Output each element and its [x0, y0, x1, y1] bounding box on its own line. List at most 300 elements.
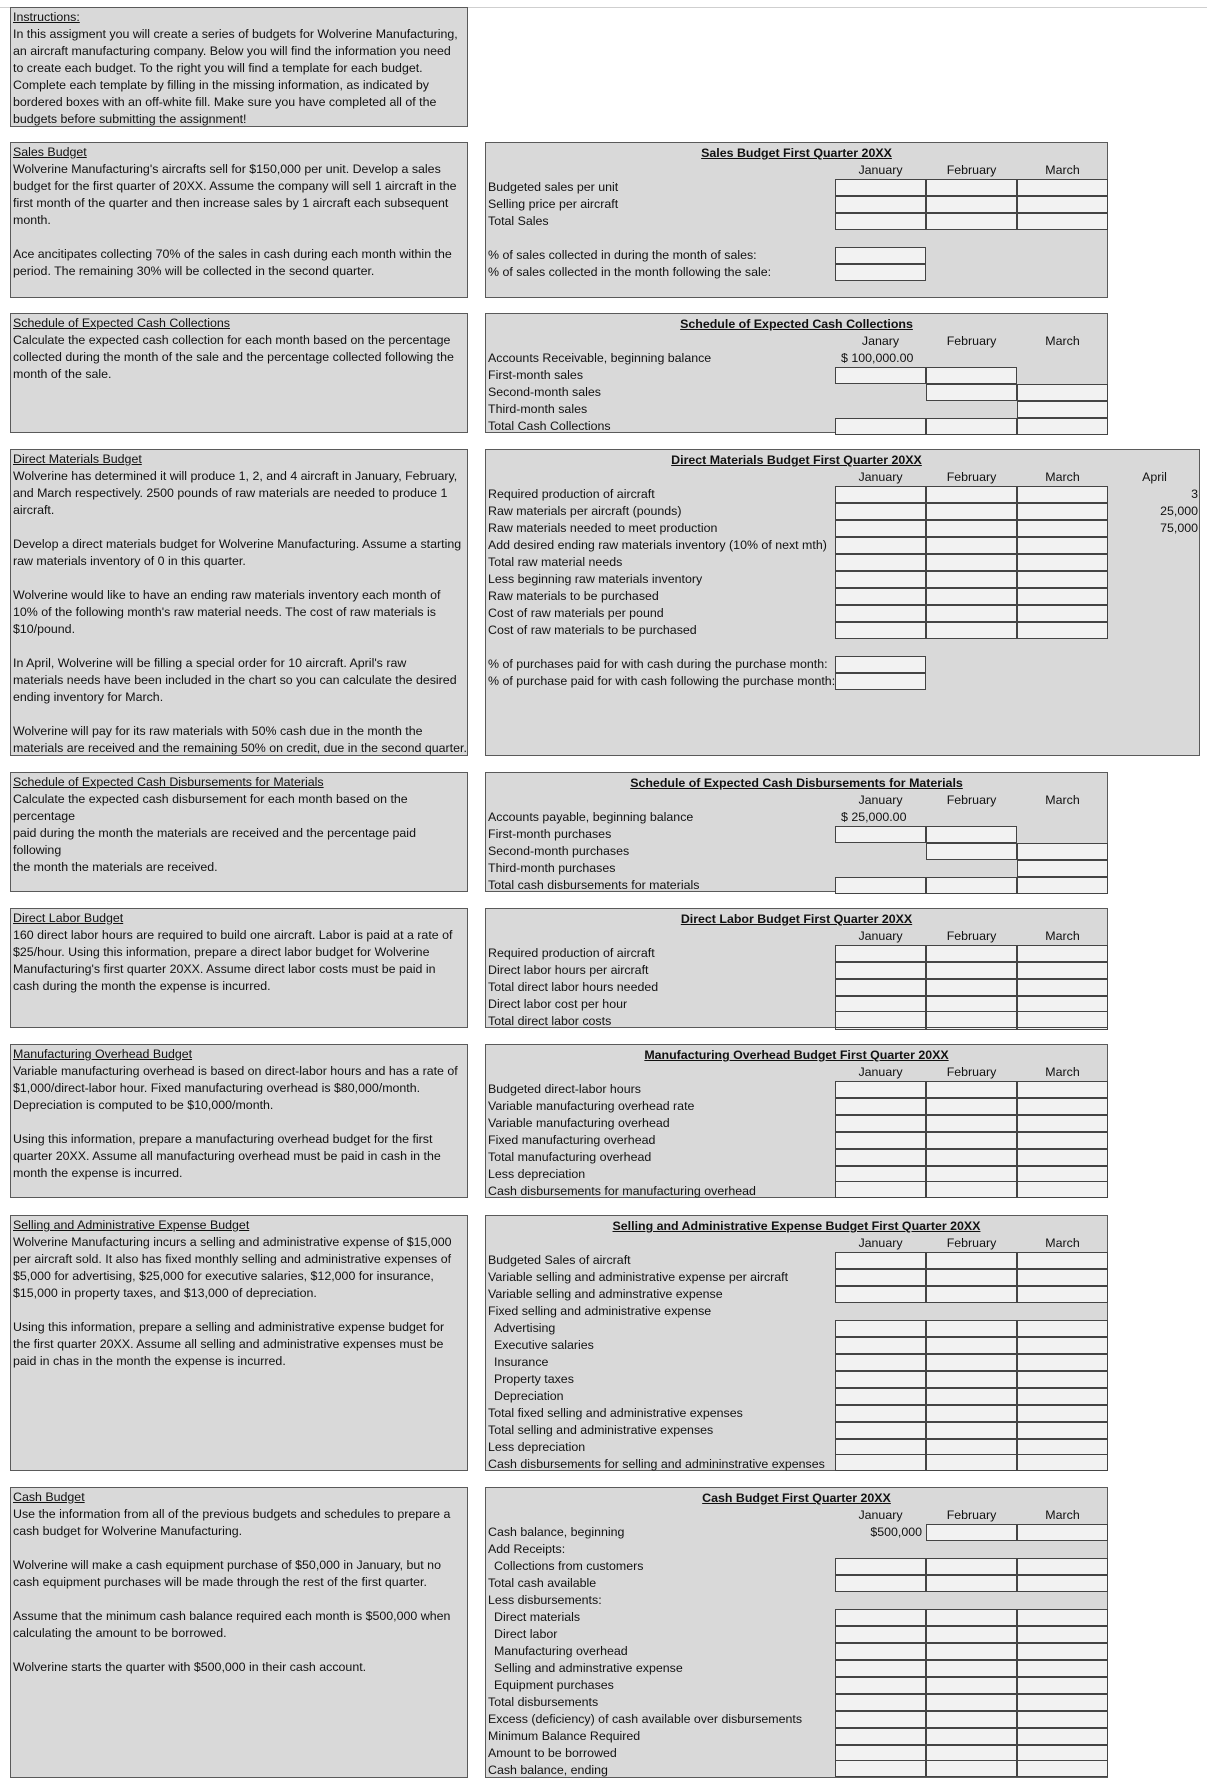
input-cell[interactable] [926, 1132, 1017, 1149]
input-cell[interactable] [835, 1677, 926, 1694]
input-cell[interactable] [926, 1098, 1017, 1115]
input-cell[interactable] [926, 1694, 1017, 1711]
sga-template [485, 1215, 1108, 1471]
disbursements-title: Schedule of Expected Cash Disbursements for Materials [630, 776, 963, 790]
input-cell[interactable] [835, 1454, 926, 1471]
input-cell[interactable] [1017, 1320, 1108, 1337]
input-cell[interactable] [1017, 1181, 1108, 1198]
input-cell[interactable] [926, 537, 1017, 554]
cash-instructions [10, 1487, 468, 1778]
input-cell[interactable] [1017, 1252, 1108, 1269]
input-cell[interactable] [835, 1405, 926, 1422]
text-line: materials are received and the remaining 50% on credit, due in the second quarter. [13, 741, 467, 755]
input-cell[interactable] [835, 1269, 926, 1286]
month-header: March [1045, 334, 1080, 348]
input-cell[interactable] [835, 1011, 926, 1028]
text-line: $5,000 for advertising, $25,000 for executive salaries, $12,000 for insurance, [13, 1269, 434, 1283]
input-cell[interactable] [835, 1711, 926, 1728]
input-cell[interactable] [1017, 1388, 1108, 1405]
materials-title: Direct Materials Budget First Quarter 20XX [671, 453, 922, 467]
input-cell[interactable] [835, 1354, 926, 1371]
input-cell[interactable] [1017, 554, 1108, 571]
input-cell[interactable] [835, 418, 926, 435]
row-label: Property taxes [494, 1372, 574, 1386]
text-line: 160 direct labor hours are required to build one aircraft. Labor is paid at a rate of [13, 928, 453, 942]
text-line: month the expense is incurred. [13, 1166, 183, 1180]
input-cell[interactable] [835, 367, 926, 384]
labor-template [485, 908, 1108, 1028]
input-cell[interactable] [926, 962, 1017, 979]
overhead-instructions-header: Manufacturing Overhead Budget [13, 1047, 193, 1061]
text-line: and March respectively. 2500 pounds of raw materials are needed to produce 1 [13, 486, 448, 500]
input-cell[interactable] [1017, 1269, 1108, 1286]
input-cell[interactable] [1017, 1422, 1108, 1439]
row-label: Add Receipts: [488, 1542, 566, 1556]
text-line: Wolverine will make a cash equipment purchase of $50,000 in January, but no [13, 1558, 441, 1572]
materials-instructions-header: Direct Materials Budget [13, 452, 142, 466]
text-line: In April, Wolverine will be filling a special order for 10 aircraft. April's raw [13, 656, 407, 670]
month-header: March [1045, 163, 1080, 177]
text-line: month. [13, 213, 51, 227]
input-cell[interactable] [926, 1371, 1017, 1388]
row-label: Budgeted direct-labor hours [488, 1082, 641, 1096]
input-cell[interactable] [835, 1694, 926, 1711]
input-cell[interactable] [835, 1575, 926, 1592]
input-cell[interactable] [835, 1098, 926, 1115]
input-cell[interactable] [835, 622, 926, 639]
input-cell[interactable] [835, 1181, 926, 1198]
month-header: April [1142, 470, 1167, 484]
input-cell[interactable] [835, 1388, 926, 1405]
input-cell[interactable] [1017, 1524, 1108, 1541]
input-cell[interactable] [1017, 1660, 1108, 1677]
row-label: Manufacturing overhead [494, 1644, 628, 1658]
cash-instructions-header: Cash Budget [13, 1490, 85, 1504]
overhead-title: Manufacturing Overhead Budget First Quarter 20XX [644, 1048, 949, 1062]
text-line: $15,000 in property taxes, and $13,000 of depreciation. [13, 1286, 317, 1300]
row-label: Budgeted sales per unit [488, 180, 619, 194]
beginning-cash-value: $500,000 [870, 1525, 922, 1539]
beginning-ar-value: $ 100,000.00 [841, 351, 914, 365]
input-cell[interactable] [835, 962, 926, 979]
input-cell[interactable] [835, 1558, 926, 1575]
input-cell[interactable] [1017, 1575, 1108, 1592]
row-label: Variable manufacturing overhead [488, 1116, 670, 1130]
input-cell[interactable] [835, 520, 926, 537]
input-cell[interactable] [1017, 537, 1108, 554]
text-line: Ace ancitipates collecting 70% of the sales in cash during each month within the [13, 247, 452, 261]
input-cell[interactable] [926, 1609, 1017, 1626]
month-header: January [858, 163, 903, 177]
input-cell[interactable] [835, 588, 926, 605]
collections-template [485, 313, 1108, 433]
input-cell[interactable] [835, 486, 926, 503]
row-label: Accounts Receivable, beginning balance [488, 351, 712, 365]
text-line: $1,000/direct-labor hour. Fixed manufacturing overhead is $80,000/month. [13, 1081, 421, 1095]
text-line: ending inventory for March. [13, 690, 164, 704]
row-label: Budgeted Sales of aircraft [488, 1253, 631, 1267]
text-line: per aircraft sold. It also has fixed monthly selling and administrative expenses of [13, 1252, 452, 1266]
input-cell[interactable] [1017, 622, 1108, 639]
input-cell[interactable] [926, 1252, 1017, 1269]
input-cell[interactable] [835, 1422, 926, 1439]
row-label: Required production of aircraft [488, 946, 655, 960]
input-cell[interactable] [926, 213, 1017, 230]
input-cell[interactable] [926, 1286, 1017, 1303]
input-cell[interactable] [926, 1660, 1017, 1677]
row-label: Total raw material needs [488, 555, 623, 569]
input-cell[interactable] [926, 179, 1017, 196]
input-cell[interactable] [926, 1405, 1017, 1422]
row-label: Cash disbursements for manufacturing overhead [488, 1184, 756, 1198]
row-label: Total manufacturing overhead [488, 1150, 652, 1164]
month-header: February [946, 1508, 997, 1522]
row-label: Total Sales [488, 214, 549, 228]
row-label: Total disbursements [488, 1695, 599, 1709]
input-cell[interactable] [1017, 1354, 1108, 1371]
input-cell[interactable] [835, 1320, 926, 1337]
input-cell[interactable] [926, 1558, 1017, 1575]
text-line: $10/pound. [13, 622, 76, 636]
input-cell[interactable] [926, 571, 1017, 588]
input-cell[interactable] [1017, 213, 1108, 230]
input-cell[interactable] [835, 1252, 926, 1269]
row-label: Direct labor [494, 1627, 558, 1641]
input-cell[interactable] [1017, 1081, 1108, 1098]
text-line: collected during the month of the sale and the percentage collected following the [13, 350, 454, 364]
input-cell[interactable] [1017, 979, 1108, 996]
row-label: Total direct labor costs [488, 1014, 612, 1028]
row-label: Insurance [494, 1355, 549, 1369]
month-header: February [946, 470, 997, 484]
text-line: Manufacturing's first quarter 20XX. Assume direct labor costs must be paid in [13, 962, 436, 976]
month-header: January [858, 929, 903, 943]
row-label: Selling price per aircraft [488, 197, 619, 211]
input-cell[interactable] [835, 264, 926, 281]
row-label: Raw materials to be purchased [488, 589, 659, 603]
input-cell[interactable] [1017, 962, 1108, 979]
input-cell[interactable] [835, 1660, 926, 1677]
instructions-line: to create each budget. To the right you will find a template for each budget. [13, 61, 423, 75]
input-cell[interactable] [1017, 418, 1108, 435]
input-cell[interactable] [835, 826, 926, 843]
text-line: cash budget for Wolverine Manufacturing. [13, 1524, 243, 1538]
row-label: Fixed manufacturing overhead [488, 1133, 656, 1147]
input-cell[interactable] [835, 1626, 926, 1643]
month-header: January [858, 470, 903, 484]
april-value: 3 [1191, 487, 1198, 501]
row-label: Total cash disbursements for materials [488, 878, 700, 892]
input-cell[interactable] [926, 1422, 1017, 1439]
text-line: Using this information, prepare a selling and administrative expense budget for [13, 1320, 445, 1334]
input-cell[interactable] [926, 877, 1017, 894]
input-cell[interactable] [926, 1081, 1017, 1098]
row-label: Direct materials [494, 1610, 581, 1624]
input-cell[interactable] [835, 1132, 926, 1149]
input-cell[interactable] [835, 196, 926, 213]
month-header: February [946, 1065, 997, 1079]
disbursements-template [485, 772, 1108, 892]
input-cell[interactable] [835, 503, 926, 520]
month-header: January [858, 1236, 903, 1250]
row-label: First-month sales [488, 368, 584, 382]
instructions-header: Instructions: [13, 10, 80, 24]
input-cell[interactable] [926, 384, 1017, 401]
input-cell[interactable] [1017, 503, 1108, 520]
input-cell[interactable] [835, 979, 926, 996]
input-cell[interactable] [926, 196, 1017, 213]
text-line: the month the materials are received. [13, 860, 218, 874]
input-cell[interactable] [926, 622, 1017, 639]
month-header: February [946, 1236, 997, 1250]
input-cell[interactable] [1017, 1115, 1108, 1132]
beginning-ap-value: $ 25,000.00 [841, 810, 907, 824]
input-cell[interactable] [1017, 384, 1108, 401]
labor-title: Direct Labor Budget First Quarter 20XX [680, 912, 913, 926]
text-line: period. The remaining 30% will be collected in the second quarter. [13, 264, 375, 278]
input-cell[interactable] [1017, 179, 1108, 196]
sales-instructions-header: Sales Budget [13, 145, 87, 159]
text-line: Wolverine has determined it will produce 1, 2, and 4 aircraft in January, February, [13, 469, 458, 483]
row-label: Second-month purchases [488, 844, 630, 858]
row-label: Depreciation [494, 1389, 564, 1403]
row-label: Collections from customers [494, 1559, 644, 1573]
instructions-line: bordered boxes with an off-white fill. Make sure you have completed all of the [13, 95, 437, 109]
input-cell[interactable] [1017, 1694, 1108, 1711]
input-cell[interactable] [835, 605, 926, 622]
disbursements-instructions-header: Schedule of Expected Cash Disbursements for Materials [13, 775, 324, 789]
row-label: Second-month sales [488, 385, 601, 399]
input-cell[interactable] [926, 1337, 1017, 1354]
row-label: Third-month purchases [488, 861, 616, 875]
input-cell[interactable] [926, 1388, 1017, 1405]
text-line: Wolverine would like to have an ending raw materials inventory each month of [13, 588, 441, 602]
disbursements-instructions [10, 772, 468, 892]
input-cell[interactable] [835, 1115, 926, 1132]
input-cell[interactable] [926, 1269, 1017, 1286]
text-line: cash equipment purchases will be made through the rest of the first quarter. [13, 1575, 427, 1589]
row-label: Raw materials needed to meet production [488, 521, 718, 535]
text-line: Wolverine starts the quarter with $500,000 in their cash account. [13, 1660, 367, 1674]
row-label: First-month purchases [488, 827, 612, 841]
input-cell[interactable] [926, 554, 1017, 571]
input-cell[interactable] [1017, 1286, 1108, 1303]
month-header: January [858, 1508, 903, 1522]
input-cell[interactable] [1017, 571, 1108, 588]
input-cell[interactable] [926, 1354, 1017, 1371]
input-cell[interactable] [926, 1728, 1017, 1745]
input-cell[interactable] [1017, 401, 1108, 418]
month-header: Janary [861, 334, 900, 348]
input-cell[interactable] [835, 1728, 926, 1745]
text-line: calculating the amount to be borrowed. [13, 1626, 227, 1640]
input-cell[interactable] [1017, 1454, 1108, 1471]
row-label: Add desired ending raw materials inventory (10% of next mth) [488, 538, 827, 552]
row-label: % of sales collected in during the month of sales: [488, 248, 757, 262]
sga-instructions [10, 1215, 468, 1471]
input-cell[interactable] [926, 1181, 1017, 1198]
input-cell[interactable] [1017, 1149, 1108, 1166]
row-label: Excess (deficiency) of cash available over disbursements [488, 1712, 803, 1726]
input-cell[interactable] [926, 1320, 1017, 1337]
input-cell[interactable] [835, 1286, 926, 1303]
input-cell[interactable] [926, 1677, 1017, 1694]
input-cell[interactable] [926, 1760, 1017, 1777]
cash-title: Cash Budget First Quarter 20XX [702, 1491, 891, 1505]
input-cell[interactable] [835, 554, 926, 571]
row-label: Fixed selling and administrative expense [488, 1304, 712, 1318]
month-header: March [1045, 470, 1080, 484]
input-cell[interactable] [1017, 1011, 1108, 1028]
input-cell[interactable] [1017, 1098, 1108, 1115]
input-cell[interactable] [1017, 860, 1108, 877]
input-cell[interactable] [1017, 1626, 1108, 1643]
collections-instructions [10, 313, 468, 433]
input-cell[interactable] [835, 1337, 926, 1354]
month-header: March [1045, 1236, 1080, 1250]
text-line: Develop a direct materials budget for Wolverine Manufacturing. Assume a starting [13, 537, 462, 551]
input-cell[interactable] [1017, 1405, 1108, 1422]
text-line: Assume that the minimum cash balance required each month is $500,000 when [13, 1609, 451, 1623]
row-label: Less disbursements: [488, 1593, 602, 1607]
row-label: Less beginning raw materials inventory [488, 572, 703, 586]
input-cell[interactable] [926, 520, 1017, 537]
instructions-line: In this assigment you will create a series of budgets for Wolverine Manufacturing, [13, 27, 458, 41]
input-cell[interactable] [926, 1575, 1017, 1592]
text-line: Wolverine Manufacturing's aircrafts sell for $150,000 per unit. Develop a sales [13, 162, 441, 176]
input-cell[interactable] [926, 1524, 1017, 1541]
input-cell[interactable] [926, 418, 1017, 435]
row-label: Total selling and administrative expenses [488, 1423, 714, 1437]
row-label: Less depreciation [488, 1440, 586, 1454]
input-cell[interactable] [926, 979, 1017, 996]
input-cell[interactable] [835, 877, 926, 894]
text-line: Depreciation is computed to be $10,000/month. [13, 1098, 274, 1112]
input-cell[interactable] [835, 1081, 926, 1098]
input-cell[interactable] [835, 571, 926, 588]
text-line: 10% of the following month's raw material needs. The cost of raw materials is [13, 605, 436, 619]
month-header: March [1045, 793, 1080, 807]
input-cell[interactable] [926, 826, 1017, 843]
text-line: first month of the quarter and then increase sales by 1 aircraft each subsequent [13, 196, 449, 210]
input-cell[interactable] [1017, 1609, 1108, 1626]
row-label: % of sales collected in the month following the sale: [488, 265, 772, 279]
input-cell[interactable] [1017, 1711, 1108, 1728]
input-cell[interactable] [1017, 605, 1108, 622]
row-label: Cash disbursements for selling and admininstrative expenses [488, 1457, 825, 1471]
row-label: Variable selling and adminstrative expense [488, 1287, 723, 1301]
text-line: $25/hour. Using this information, prepare a direct labor budget for Wolverine [13, 945, 430, 959]
input-cell[interactable] [1017, 1337, 1108, 1354]
text-line: the first quarter 20XX. Assume all selling and administrative expenses must be [13, 1337, 444, 1351]
input-cell[interactable] [926, 1454, 1017, 1471]
collections-title: Schedule of Expected Cash Collections [680, 317, 913, 331]
row-label: Amount to be borrowed [488, 1746, 617, 1760]
input-cell[interactable] [1017, 1132, 1108, 1149]
row-label: Executive salaries [494, 1338, 594, 1352]
input-cell[interactable] [1017, 520, 1108, 537]
input-cell[interactable] [835, 1760, 926, 1777]
month-header: February [946, 163, 997, 177]
input-cell[interactable] [926, 588, 1017, 605]
month-header: January [858, 1065, 903, 1079]
input-cell[interactable] [1017, 1558, 1108, 1575]
input-cell[interactable] [926, 1626, 1017, 1643]
row-label: Less depreciation [488, 1167, 586, 1181]
input-cell[interactable] [926, 605, 1017, 622]
input-cell[interactable] [926, 1011, 1017, 1028]
text-line: Calculate the expected cash disbursement for each month based on the percentage [13, 792, 408, 823]
input-cell[interactable] [835, 656, 926, 673]
input-cell[interactable] [835, 537, 926, 554]
input-cell[interactable] [926, 945, 1017, 962]
text-line: Use the information from all of the previous budgets and schedules to prepare a [13, 1507, 451, 1521]
cash-template [485, 1487, 1108, 1778]
text-line: Wolverine Manufacturing incurs a selling and administrative expense of $15,000 [13, 1235, 452, 1249]
input-cell[interactable] [926, 486, 1017, 503]
input-cell[interactable] [1017, 196, 1108, 213]
row-label: Required production of aircraft [488, 487, 655, 501]
input-cell[interactable] [1017, 1728, 1108, 1745]
input-cell[interactable] [835, 247, 926, 264]
row-label: Total fixed selling and administrative expenses [488, 1406, 743, 1420]
input-cell[interactable] [926, 367, 1017, 384]
input-cell[interactable] [1017, 1371, 1108, 1388]
input-cell[interactable] [835, 1149, 926, 1166]
row-label: Third-month sales [488, 402, 588, 416]
input-cell[interactable] [835, 213, 926, 230]
input-cell[interactable] [835, 1643, 926, 1660]
input-cell[interactable] [835, 1609, 926, 1626]
row-label: Cash balance, beginning [488, 1525, 625, 1539]
row-label: Variable manufacturing overhead rate [488, 1099, 695, 1113]
input-cell[interactable] [926, 503, 1017, 520]
overhead-template [485, 1044, 1108, 1198]
input-cell[interactable] [835, 673, 926, 690]
row-label: Direct labor cost per hour [488, 997, 628, 1011]
input-cell[interactable] [1017, 1643, 1108, 1660]
input-cell[interactable] [835, 1371, 926, 1388]
input-cell[interactable] [926, 1643, 1017, 1660]
input-cell[interactable] [835, 945, 926, 962]
input-cell[interactable] [1017, 877, 1108, 894]
input-cell[interactable] [1017, 588, 1108, 605]
month-header: January [858, 793, 903, 807]
input-cell[interactable] [926, 1115, 1017, 1132]
overhead-instructions [10, 1044, 468, 1198]
input-cell[interactable] [926, 1149, 1017, 1166]
input-cell[interactable] [835, 179, 926, 196]
input-cell[interactable] [926, 843, 1017, 860]
input-cell[interactable] [1017, 1677, 1108, 1694]
row-label: Cost of raw materials per pound [488, 606, 664, 620]
row-label: Variable selling and administrative expense per aircraft [488, 1270, 789, 1284]
input-cell[interactable] [1017, 1760, 1108, 1777]
input-cell[interactable] [1017, 486, 1108, 503]
sales-budget-template [485, 142, 1108, 298]
month-header: February [946, 929, 997, 943]
text-line: Variable manufacturing overhead is based on direct-labor hours and has a rate of [13, 1064, 458, 1078]
input-cell[interactable] [1017, 945, 1108, 962]
input-cell[interactable] [926, 1711, 1017, 1728]
input-cell[interactable] [1017, 843, 1108, 860]
text-line: paid in chas in the month the expense is incurred. [13, 1354, 286, 1368]
row-label: Minimum Balance Required [488, 1729, 641, 1743]
month-header: February [946, 793, 997, 807]
row-label: Total Cash Collections [488, 419, 611, 433]
text-line: Calculate the expected cash collection for each month based on the percentage [13, 333, 451, 347]
text-line: Wolverine will pay for its raw materials with 50% cash due in the month the [13, 724, 423, 738]
